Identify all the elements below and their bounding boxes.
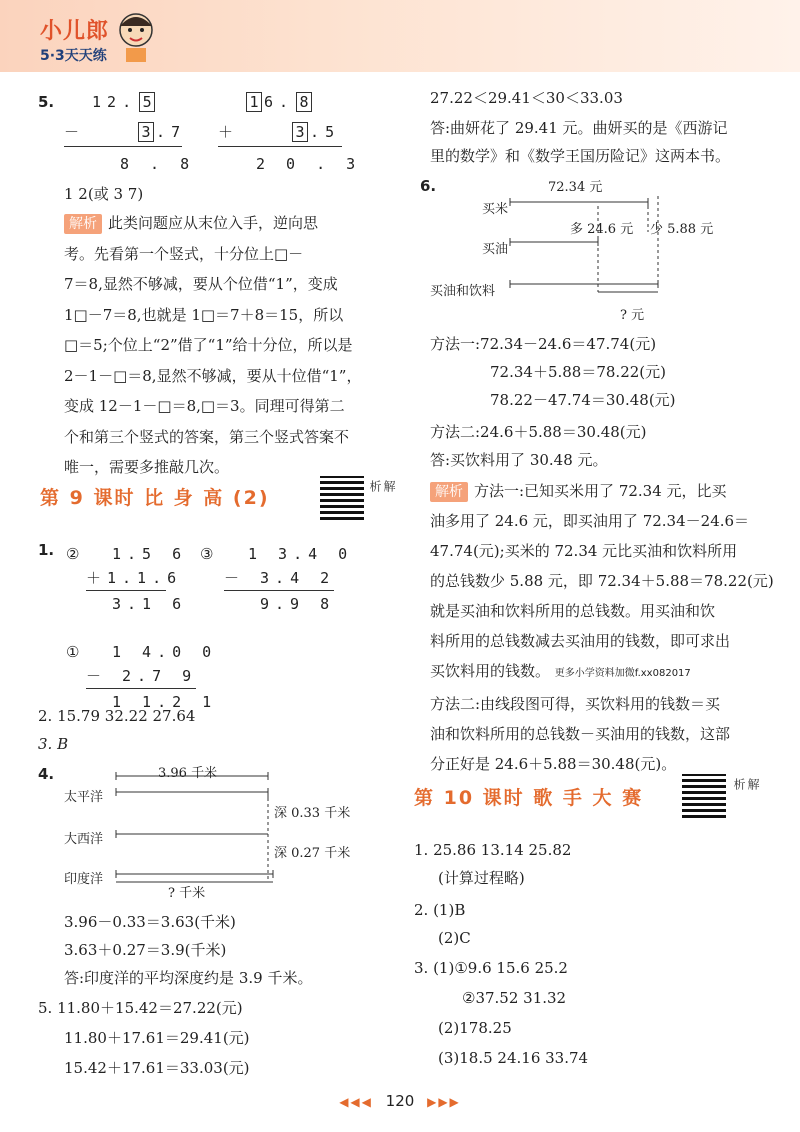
analysis-line: 此类问题应从末位入手，逆向思 <box>108 214 319 232</box>
analysis-line: 就是买油和饮料所用的总钱数。用买油和饮 <box>430 602 716 620</box>
depth-2: 深 0.27 千米 <box>274 846 351 861</box>
brand-sub: 5·3天天练 <box>40 48 107 64</box>
analysis-line: 油多用了 24.6 元，即买油用了 72.34－24.6＝ <box>430 512 750 530</box>
digit: 5 <box>325 123 341 141</box>
q5-label: 5. <box>38 93 55 111</box>
atlantic-label: 大西洋 <box>64 832 104 847</box>
calc-3-b: － 3.4 2 <box>224 569 336 587</box>
calc-2-a: 1.5 6 <box>112 545 188 563</box>
oil-label: 买油 <box>482 242 509 257</box>
vertical-1-line <box>64 146 182 147</box>
calc-2-b: ＋1.1.6 <box>86 569 183 587</box>
digit: . <box>279 93 295 111</box>
q5b-line: 15.42＋17.61＝33.03(元) <box>64 1059 250 1077</box>
answer-row: 2. (1)B <box>414 901 466 919</box>
method1-line: 方法一:72.34－24.6＝47.74(元) <box>430 335 657 353</box>
segment-diagram <box>508 192 668 312</box>
digit: 7 <box>171 123 187 141</box>
filled-box: 1 <box>246 92 262 112</box>
ocean-diagram <box>68 764 388 904</box>
digit: 1 <box>92 93 108 111</box>
method2-line: 方法二:24.6＋5.88＝30.48(元) <box>430 423 647 441</box>
vertical-2-row1 <box>244 88 314 116</box>
answer-row: (3)18.5 24.16 33.74 <box>438 1049 589 1067</box>
vertical-1-row1 <box>92 88 157 116</box>
filled-box: 3 <box>138 122 154 142</box>
analysis-tag: 解析 <box>64 214 102 234</box>
analysis-tag: 解析 <box>430 482 468 502</box>
analysis-line: 1□－7＝8,也就是 1□＝7＋8＝15，所以 <box>64 305 344 324</box>
calc-1-mark: ① <box>66 643 80 661</box>
qr-label: 解析 <box>732 778 760 790</box>
q6-label: 6. <box>420 177 437 195</box>
q5b-line: 11.80＋17.61＝29.41(元) <box>64 1029 250 1047</box>
calc-3-mark: ③ <box>200 545 214 563</box>
lesson-9-title: 第 9 课时 比 身 高 (2) <box>40 487 270 509</box>
qr-code-icon[interactable] <box>320 476 364 520</box>
compare-line: 27.22＜29.41＜30＜33.03 <box>430 89 623 107</box>
analysis-line: 料所用的总钱数减去买油用的钱数，即可求出 <box>430 632 731 650</box>
method2-explain: 分正好是 24.6＋5.88＝30.48(元)。 <box>430 755 677 773</box>
q5-answer: 1 2(或 3 7) <box>64 185 144 203</box>
q3-answer: 3. B <box>38 735 69 753</box>
analysis-block-2 <box>430 476 780 779</box>
digit: . <box>156 123 172 141</box>
analysis-line: 方法一:已知买米用了 72.34 元，比买 <box>474 482 727 500</box>
analysis-line: 2－1－□＝8,显然不够减，要从十位借“1”， <box>64 366 362 385</box>
ocean-question: ? 千米 <box>168 886 206 901</box>
page-footer <box>0 1092 800 1110</box>
vertical-1-result: 8 . 8 <box>120 155 196 173</box>
mascot-icon <box>114 8 158 64</box>
digit: . <box>122 93 138 111</box>
calc-1-a: 1 4.0 0 <box>112 643 218 661</box>
watermark: 更多小学资料加微f.xx082017 <box>554 668 691 679</box>
more-label: 多 24.6 元 <box>570 222 634 237</box>
brand-name: 小儿郎 <box>40 19 110 44</box>
vertical-2-line <box>218 146 342 147</box>
vertical-2-row2 <box>218 118 340 146</box>
analysis-block-1 <box>64 208 394 483</box>
analysis-line: 考。先看第一个竖式，十分位上□－ <box>64 244 304 263</box>
digit: 2 <box>107 93 123 111</box>
depth-1: 深 0.33 千米 <box>274 806 351 821</box>
filled-box: 3 <box>292 122 308 142</box>
analysis-line: 个和第三个竖式的答案，第三个竖式答案不 <box>64 427 350 446</box>
q4-line: 3.63＋0.27＝3.9(千米) <box>64 941 227 959</box>
q2-answer: 2. 15.79 32.22 27.64 <box>38 707 196 725</box>
answer-row: 3. (1)①9.6 15.6 25.2 <box>414 959 568 977</box>
method2-explain: 油和饮料所用的总钱数－买油用的钱数，这部 <box>430 725 731 743</box>
calc-1-b: － 2.7 9 <box>86 667 198 685</box>
rice-label: 买米 <box>482 202 509 217</box>
analysis-line: 唯一，需要多推敲几次。 <box>64 458 230 476</box>
answer-row: (2)C <box>438 929 471 947</box>
method2-explain: 方法二:由线段图可得，买饮料用的钱数＝买 <box>430 695 721 713</box>
vertical-2-result: 2 0 . 3 <box>256 155 362 173</box>
analysis-line: 7＝8,显然不够减，要从个位借“1”，变成 <box>64 275 338 293</box>
qr-label: 解析 <box>368 480 396 492</box>
qr-code-icon[interactable] <box>682 774 726 818</box>
calc-2-mark: ② <box>66 545 80 563</box>
analysis-line: □＝5;个位上“2”借了“1”给十分位，所以是 <box>64 336 353 354</box>
answer-line: 答:曲妍花了 29.41 元。曲妍买的是《西游记 <box>430 119 728 137</box>
q4-label: 4. <box>38 765 55 783</box>
operator: － <box>64 123 86 141</box>
operator: ＋ <box>218 123 240 141</box>
lesson-10-title: 第 10 课时 歌 手 大 赛 <box>414 787 644 809</box>
pacific-label: 太平洋 <box>64 790 104 805</box>
diagram-total: 72.34 元 <box>548 180 603 195</box>
calc-1-r: 1 1.2 1 <box>112 693 218 711</box>
prev-arrows-icon: ◀◀◀ <box>339 1095 373 1109</box>
page-number: 120 <box>385 1092 415 1110</box>
digit: 6 <box>264 93 280 111</box>
q1-label: 1. <box>38 541 55 559</box>
next-arrows-icon: ▶▶▶ <box>427 1095 461 1109</box>
brand-logo <box>40 14 109 65</box>
method1-line: 78.22－47.74＝30.48(元) <box>490 391 676 409</box>
calc-3-a: 1 3.4 0 <box>248 545 354 563</box>
analysis-line: 47.74(元);买米的 72.34 元比买油和饮料所用 <box>430 542 738 560</box>
analysis-line: 买饮料用的钱数。 <box>430 662 551 680</box>
answer-line: 里的数学》和《数学王国历险记》这两本书。 <box>430 147 731 165</box>
method1-line: 72.34＋5.88＝78.22(元) <box>490 363 666 381</box>
indian-label: 印度洋 <box>64 872 104 887</box>
filled-box: 5 <box>139 92 155 112</box>
q5b-line: 5. 11.80＋15.42＝27.22(元) <box>38 999 243 1017</box>
vertical-1-row2 <box>64 118 186 146</box>
q4-line: 3.96－0.33＝3.63(千米) <box>64 913 236 931</box>
digit: . <box>310 123 326 141</box>
answer-row: (2)178.25 <box>438 1019 512 1037</box>
question-label: ? 元 <box>620 308 645 323</box>
both-label: 买油和饮料 <box>430 284 496 299</box>
analysis-line: 的总钱数少 5.88 元，即 72.34＋5.88＝78.22(元) <box>430 572 774 590</box>
answer-row: (计算过程略) <box>438 869 525 887</box>
q4-line: 答:印度洋的平均深度约是 3.9 千米。 <box>64 969 313 987</box>
analysis-line: 变成 12－1－□＝8,□＝3。同理可得第二 <box>64 397 345 415</box>
answer-row: 1. 25.86 13.14 25.82 <box>414 841 572 859</box>
answer-row: ②37.52 31.32 <box>462 989 567 1007</box>
less-label: 少 5.88 元 <box>650 222 714 237</box>
ocean-total: 3.96 千米 <box>158 766 218 781</box>
calc-3-r: 9.9 8 <box>260 595 336 613</box>
filled-box: 8 <box>296 92 312 112</box>
answer-line: 答:买饮料用了 30.48 元。 <box>430 451 608 469</box>
calc-2-r: 3.1 6 <box>112 595 188 613</box>
